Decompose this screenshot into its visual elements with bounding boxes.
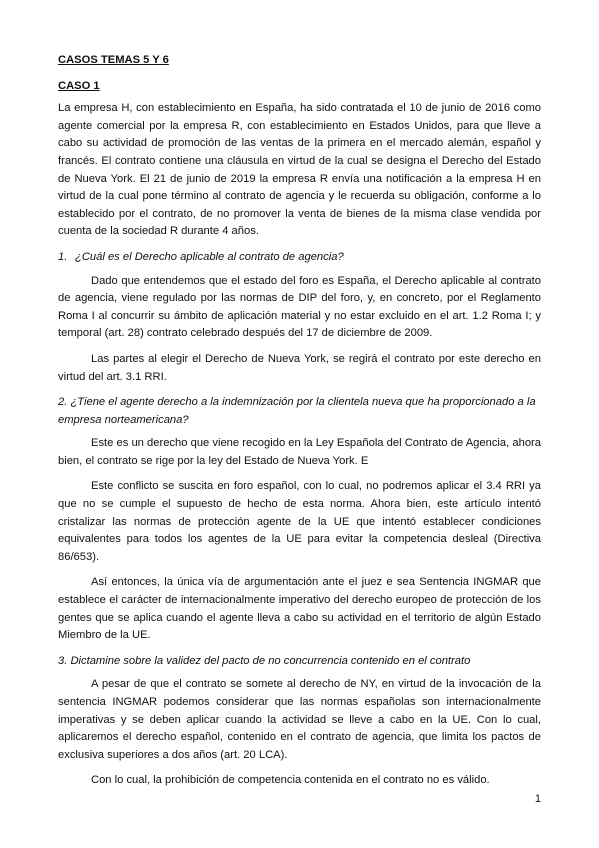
question-1-text: ¿Cuál es el Derecho aplicable al contrato de agencia? (75, 250, 344, 263)
page-number: 1 (534, 793, 541, 805)
answer-2-paragraph: Este conflicto se suscita en foro español, con lo cual, no podremos aplicar el 3.4 RRI ya que no se cumple el supuesto de hecho de esta norma. Ahora bien, este artículo intentó cristalizar las normas de protección agente de la UE que intentó establecer condiciones equivalentes para todos los agentes de la UE para evitar la competencia desleal (Directiva 86/653). (58, 480, 541, 563)
case-title: CASO 1 (58, 79, 100, 92)
answer-1-paragraph: Dado que entendemos que el estado del foro es España, el Derecho aplicable al contrato de agencia, viene regulado por las normas de DIP del foro, y, en concreto, por el Reglamento Roma I al concurrir su ámbito de aplicación material y no estar excluido en el art. 1.2 Roma I; y temporal (art. 28) contrato celebrado después del 17 de diciembre de 2009. (58, 274, 541, 340)
case-statement: La empresa H, con establecimiento en España, ha sido contratada el 10 de junio de 2016 como agente comercial por la empresa R, con establecimiento en Estados Unidos, para que lleve a cabo su actividad de promoción de las ventas de la primera en el mercado alemán, español y francés. El contrato contiene una cláusula en virtud de la cual se designa el Derecho del Estado de Nueva York. El 21 de junio de 2019 la empresa R envía una notificación a la empresa H en virtud de la cual pone término al contrato de agencia y le recuerda su obligación, conforme a lo establecido por el contrato, de no promover la venta de bienes de la misma clase vendida por cuenta de la sociedad R durante 4 años. (58, 102, 541, 238)
question-1-number: 1. (58, 250, 68, 263)
answer-3-paragraph: Con lo cual, la prohibición de competencia contenida en el contrato no es válido. (91, 774, 490, 787)
answer-2-paragraph: Este es un derecho que viene recogido en la Ley Española del Contrato de Agencia, ahora bien, el contrato se rige por la ley del Estado de Nueva York. E (58, 437, 541, 467)
answer-3-paragraph: A pesar de que el contrato se somete al derecho de NY, en virtud de la invocación de la sentencia INGMAR podemos considerar que las normas españolas son internacionalmente imperativas y se deben aplicar cuando la actividad se lleve a cabo en la UE. Con lo cual, aplicaremos el derecho español, contenido en el contrato de agencia, que limita los pactos de exclusiva superiores a dos años (art. 20 LCA). (58, 678, 541, 761)
answer-2-paragraph: Así entonces, la única vía de argumentación ante el juez e sea Sentencia INGMAR que establece el carácter de internacionalmente imperativo del derecho europeo de protección de los gentes que se aplica cuando el agente lleva a cabo su actividad en el territorio de algún Estado Miembro de la UE. (58, 576, 541, 642)
question-3-text: 3. Dictamine sobre la validez del pacto de no concurrencia contenido en el contrato (58, 654, 471, 667)
document-heading: CASOS TEMAS 5 Y 6 (58, 54, 169, 66)
answer-1-paragraph: Las partes al elegir el Derecho de Nueva York, se regirá el contrato por este derecho en virtud del art. 3.1 RRI. (58, 352, 541, 383)
question-2-text: 2. ¿Tiene el agente derecho a la indemnización por la clientela nueva que ha proporcionado a la empresa norteamericana? (58, 396, 536, 426)
question-1 (58, 249, 541, 267)
page-content (58, 52, 541, 798)
